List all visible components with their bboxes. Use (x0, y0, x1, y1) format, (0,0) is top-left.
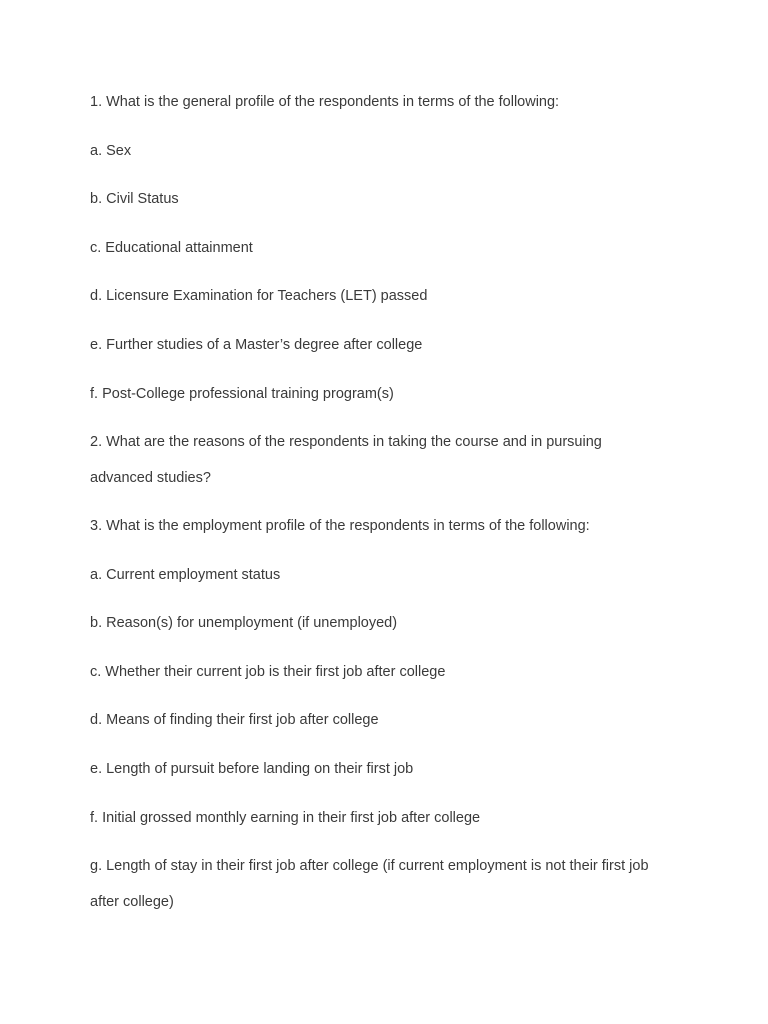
question-3-item-g-line-1: g. Length of stay in their first job after college (if current employment is not their first job (90, 858, 649, 874)
question-2-line-2: advanced studies? (90, 470, 211, 486)
question-1-item-e: e. Further studies of a Master’s degree after college (90, 337, 423, 353)
question-3-item-c: c. Whether their current job is their first job after college (90, 664, 446, 680)
question-3-item-d: d. Means of finding their first job after college (90, 712, 379, 728)
question-1-item-c: c. Educational attainment (90, 240, 253, 256)
question-1-item-d: d. Licensure Examination for Teachers (LET) passed (90, 288, 428, 304)
question-3-item-e: e. Length of pursuit before landing on their first job (90, 761, 414, 777)
question-3-item-a: a. Current employment status (90, 567, 281, 583)
question-1: 1. What is the general profile of the respondents in terms of the following: (90, 94, 560, 110)
question-3-item-f: f. Initial grossed monthly earning in their first job after college (90, 810, 481, 826)
question-3: 3. What is the employment profile of the respondents in terms of the following: (90, 518, 590, 534)
question-1-item-f: f. Post-College professional training program(s) (90, 386, 394, 402)
question-1-item-a: a. Sex (90, 143, 132, 159)
question-2-line-1: 2. What are the reasons of the respondents in taking the course and in pursuing (90, 434, 602, 450)
question-3-item-g-line-2: after college) (90, 894, 174, 910)
question-1-item-b: b. Civil Status (90, 191, 179, 207)
question-3-item-b: b. Reason(s) for unemployment (if unemployed) (90, 615, 398, 631)
